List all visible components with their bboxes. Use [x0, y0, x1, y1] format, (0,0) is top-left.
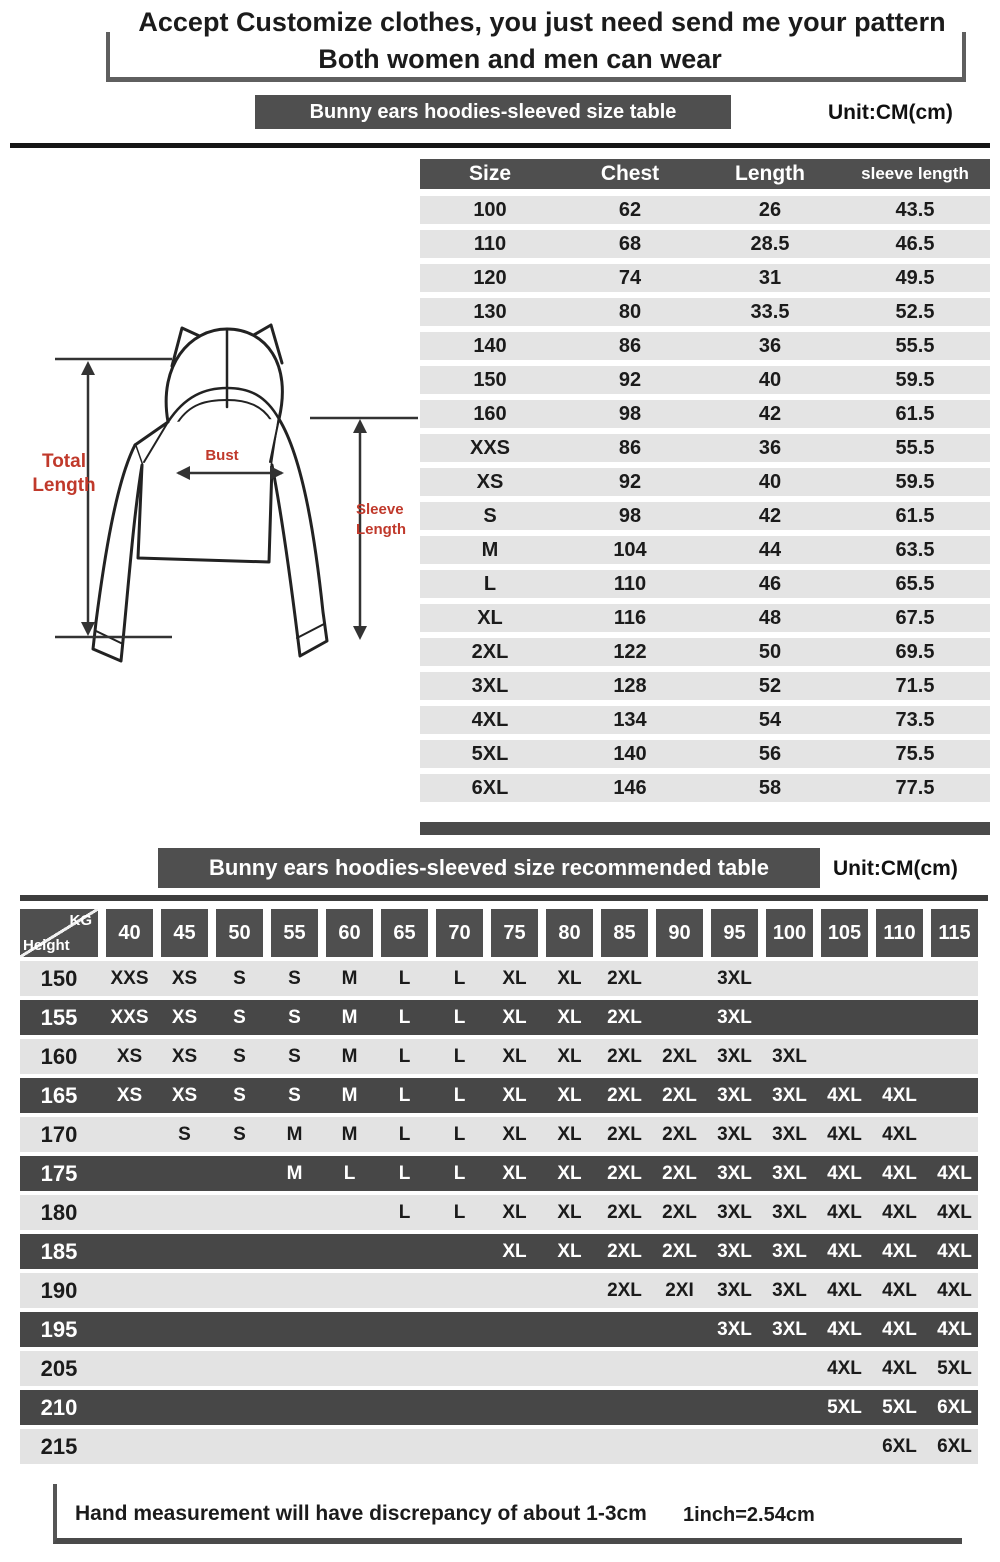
size-table-cell: 77.5 [895, 777, 935, 799]
size-table-row [420, 536, 990, 564]
row-height-value: 205 [40, 1356, 78, 1381]
inch-conversion-note: 1inch=2.54cm [683, 1504, 815, 1526]
size-recommendation-cell: S [233, 1046, 246, 1067]
size-table-row [420, 332, 990, 360]
size-recommendation-cell: 2XL [662, 1046, 697, 1067]
size-recommendation-cell: 4XL [937, 1163, 972, 1184]
height-label: Height [23, 937, 70, 954]
size-table-row [420, 604, 990, 632]
page-title-line2: Both women and men can wear [318, 44, 722, 74]
size-recommendation-cell: 4XL [827, 1241, 862, 1262]
size-recommendation-cell: 5XL [827, 1397, 862, 1418]
size-recommendation-cell: L [398, 1202, 411, 1223]
size-table-cell: 31 [758, 267, 782, 289]
size-table-cell: 43.5 [895, 199, 935, 221]
size-recommendation-cell: L [398, 1085, 411, 1106]
size-table-cell: 33.5 [750, 301, 790, 323]
size-recommendation-cell: S [288, 1046, 301, 1067]
recommended-table-row [20, 1039, 978, 1074]
kg-column-header: 50 [216, 909, 263, 957]
size-table-row [420, 774, 990, 802]
size-recommendation-cell: 4XL [882, 1280, 917, 1301]
size-table-cell: 42 [758, 505, 782, 527]
size-recommendation-cell: XL [557, 1163, 582, 1184]
size-recommendation-cell: S [288, 1007, 301, 1028]
size-table-cell: 86 [618, 437, 642, 459]
size-table-cell: 140 [613, 743, 647, 765]
size-table-cell: 46 [758, 573, 782, 595]
size-table-row [420, 230, 990, 258]
total-length-label: Total Length [32, 451, 96, 496]
size-recommendation-cell: L [398, 968, 411, 989]
size-recommendation-cell: L [398, 1007, 411, 1028]
size-table-cell: 110 [613, 573, 647, 595]
recommended-table-title-bar: Bunny ears hoodies-sleeved size recommended table [158, 848, 820, 888]
kg-column-header: 45 [161, 909, 208, 957]
size-table-cell: 28.5 [750, 233, 790, 255]
size-recommendation-cell: 4XL [882, 1241, 917, 1262]
size-recommendation-cell: 3XL [717, 1163, 752, 1184]
size-recommendation-cell: L [398, 1124, 411, 1145]
size-recommendation-cell: 2XL [607, 968, 642, 989]
size-recommendation-cell: 3XL [772, 1280, 807, 1301]
row-height-value: 150 [40, 966, 78, 991]
size-recommendation-cell: 4XL [882, 1085, 917, 1106]
size-recommendation-cell: 4XL [937, 1319, 972, 1340]
size-recommendation-cell: L [453, 1202, 466, 1223]
size-table-cell: 80 [618, 301, 642, 323]
recommended-table-row [20, 1429, 978, 1464]
size-table-cell: 2XL [471, 641, 509, 663]
size-recommendation-cell: 2XL [662, 1163, 697, 1184]
row-height-value: 165 [40, 1083, 78, 1108]
size-recommendation-cell: XL [502, 1124, 527, 1145]
size-recommendation-cell: 3XL [717, 968, 752, 989]
size-table-cell: 6XL [471, 777, 509, 799]
column-header-size: Size [468, 162, 512, 185]
recommended-table-header [20, 909, 978, 957]
size-table-cell: 44 [758, 539, 782, 561]
size-recommendation-cell: 2XI [665, 1280, 694, 1301]
size-recommendation-cell: L [343, 1163, 356, 1184]
size-recommendation-cell: 3XL [717, 1085, 752, 1106]
bust-label: Bust [205, 447, 239, 464]
size-table-cell: 59.5 [895, 471, 935, 493]
size-recommendation-cell: 2XL [607, 1280, 642, 1301]
size-table-cell: 58 [758, 777, 782, 799]
size-recommendation-cell: L [453, 1046, 466, 1067]
size-recommendation-cell: XS [171, 1046, 198, 1067]
size-table-cell: 4XL [471, 709, 509, 731]
size-table-unit-label: Unit:CM(cm) [828, 101, 953, 124]
size-table-cell: 92 [618, 471, 642, 493]
size-recommendation-cell: S [233, 1085, 246, 1106]
size-recommendation-cell: L [398, 1163, 411, 1184]
size-table-cell: 49.5 [895, 267, 935, 289]
size-recommendation-cell: 2XL [607, 1007, 642, 1028]
size-recommendation-cell: 4XL [827, 1202, 862, 1223]
size-recommendation-cell: L [398, 1046, 411, 1067]
size-recommendation-cell: S [233, 1124, 246, 1145]
kg-column-header: 90 [656, 909, 703, 957]
size-table-cell: 48 [758, 607, 782, 629]
row-height-value: 160 [40, 1044, 78, 1069]
size-recommendation-cell: XXS [110, 968, 149, 989]
size-recommendation-cell: XL [557, 1007, 582, 1028]
size-table-cell: 52.5 [895, 301, 935, 323]
size-recommendation-cell: 4XL [827, 1163, 862, 1184]
size-recommendation-cell: S [288, 968, 301, 989]
size-recommendation-cell: 5XL [882, 1397, 917, 1418]
size-table-cell: 55.5 [895, 437, 935, 459]
kg-column-header: 70 [436, 909, 483, 957]
size-recommendation-cell: M [341, 1007, 358, 1028]
kg-column-header: 85 [601, 909, 648, 957]
size-table-cell: 62 [618, 199, 642, 221]
hoodie-measurement-diagram [20, 160, 420, 830]
size-recommendation-cell: XS [171, 1085, 198, 1106]
size-table-row [420, 434, 990, 462]
size-recommendation-cell: 4XL [827, 1358, 862, 1379]
kg-column-header: 75 [491, 909, 538, 957]
row-height-value: 175 [40, 1161, 78, 1186]
size-recommendation-cell: 4XL [827, 1319, 862, 1340]
size-table-cell: 3XL [471, 675, 509, 697]
size-table-cell: 146 [613, 777, 647, 799]
size-table-cell: 68 [618, 233, 642, 255]
size-recommendation-cell: 2XL [662, 1202, 697, 1223]
size-recommendation-cell: L [453, 968, 466, 989]
row-height-value: 210 [40, 1395, 78, 1420]
size-table-cell: 92 [618, 369, 642, 391]
size-table-row [420, 298, 990, 326]
size-recommendation-cell: 4XL [882, 1163, 917, 1184]
arrowhead-total-bottom [81, 622, 95, 636]
size-recommendation-cell: 6XL [882, 1436, 917, 1457]
size-recommendation-cell: XL [502, 1007, 527, 1028]
size-table-cell: 40 [758, 471, 782, 493]
column-header-sleeve-length: sleeve length [861, 164, 969, 183]
size-table-cell: 55.5 [895, 335, 935, 357]
size-table-cell: 71.5 [895, 675, 935, 697]
size-table-cell: 110 [473, 233, 507, 255]
column-header-length: Length [735, 162, 805, 185]
sleeve-right [272, 419, 327, 656]
size-table-cell: 36 [758, 335, 782, 357]
size-recommendation-cell: 3XL [772, 1202, 807, 1223]
size-table-row [420, 366, 990, 394]
size-table-cell: 160 [473, 403, 507, 425]
recommended-size-table [20, 909, 978, 1464]
size-recommendation-cell: XL [502, 1241, 527, 1262]
row-height-value: 195 [40, 1317, 78, 1342]
size-recommendation-cell: 3XL [717, 1124, 752, 1145]
size-recommendation-cell: XL [557, 1241, 582, 1262]
size-table-cell: XS [476, 471, 504, 493]
size-recommendation-cell: 2XL [662, 1124, 697, 1145]
recommended-table-row [20, 1390, 978, 1425]
size-table-cell: 104 [613, 539, 647, 561]
size-recommendation-cell: XS [116, 1085, 143, 1106]
kg-column-header: 55 [271, 909, 318, 957]
measurement-discrepancy-note: Hand measurement will have discrepancy of about 1-3cm [75, 1502, 647, 1525]
size-recommendation-cell: XL [502, 1085, 527, 1106]
size-recommendation-cell: 4XL [882, 1358, 917, 1379]
divider-line-middle [20, 895, 988, 901]
size-recommendation-cell: 6XL [937, 1436, 972, 1457]
size-recommendation-cell: 3XL [772, 1319, 807, 1340]
size-recommendation-cell: M [341, 968, 358, 989]
size-table-row [420, 672, 990, 700]
recommended-table-row [20, 1234, 978, 1269]
size-table-cell: 69.5 [895, 641, 935, 663]
size-table-header [420, 159, 990, 189]
size-recommendation-cell: 2XL [607, 1085, 642, 1106]
size-recommendation-cell: 4XL [827, 1280, 862, 1301]
size-table-cell: 36 [758, 437, 782, 459]
size-recommendation-cell: S [233, 1007, 246, 1028]
size-table-cell: 134 [613, 709, 647, 731]
recommended-table-unit-label: Unit:CM(cm) [833, 857, 958, 880]
size-recommendation-cell: L [453, 1007, 466, 1028]
size-recommendation-cell: 5XL [937, 1358, 972, 1379]
size-table-cell: S [483, 505, 497, 527]
size-table-row [420, 468, 990, 496]
recommended-table-body [20, 961, 978, 1464]
size-recommendation-cell: 3XL [772, 1046, 807, 1067]
size-table-cell: XXS [469, 437, 511, 459]
row-height-value: 180 [40, 1200, 78, 1225]
size-recommendation-cell: XS [171, 968, 198, 989]
title-bracket-border [106, 32, 966, 82]
size-table-cell: 74 [618, 267, 642, 289]
row-height-value: 190 [40, 1278, 78, 1303]
size-table-cell: L [483, 573, 497, 595]
kg-column-header: 40 [106, 909, 153, 957]
kg-column-header: 95 [711, 909, 758, 957]
row-height-value: 170 [40, 1122, 78, 1147]
recommended-table-row [20, 1117, 978, 1152]
size-recommendation-cell: 2XL [607, 1163, 642, 1184]
size-recommendation-cell: L [453, 1085, 466, 1106]
recommended-table-row [20, 1273, 978, 1308]
page-title-line1: Accept Customize clothes, you just need send me your pattern [138, 7, 946, 37]
size-table-cell: 73.5 [895, 709, 935, 731]
size-recommendation-cell: 2XL [607, 1202, 642, 1223]
kg-column-header: 65 [381, 909, 428, 957]
kg-column-header: 80 [546, 909, 593, 957]
size-recommendation-cell: XL [502, 968, 527, 989]
size-recommendation-cell: XL [557, 1085, 582, 1106]
kg-column-header: 60 [326, 909, 373, 957]
size-table-row [420, 740, 990, 768]
size-recommendation-cell: 3XL [717, 1046, 752, 1067]
recommended-table-row [20, 1156, 978, 1191]
size-table-cell: 61.5 [895, 403, 935, 425]
size-recommendation-cell: M [286, 1124, 303, 1145]
size-recommendation-cell: XL [557, 1046, 582, 1067]
size-table-cell: 130 [473, 301, 507, 323]
size-table-row [420, 638, 990, 666]
size-recommendation-cell: 4XL [827, 1085, 862, 1106]
size-recommendation-cell: 3XL [717, 1280, 752, 1301]
size-table-cell: 98 [618, 505, 642, 527]
size-table-cell: 65.5 [895, 573, 935, 595]
size-table-cell: 61.5 [895, 505, 935, 527]
size-recommendation-cell: 3XL [772, 1163, 807, 1184]
size-table-cell: 128 [613, 675, 647, 697]
size-recommendation-cell: XL [502, 1046, 527, 1067]
size-table-cell: 100 [473, 199, 507, 221]
kg-column-header: 100 [766, 909, 813, 957]
size-recommendation-cell: 4XL [937, 1241, 972, 1262]
size-recommendation-cell: XL [557, 1202, 582, 1223]
size-table-cell: 140 [473, 335, 507, 357]
size-recommendation-cell: XS [116, 1046, 143, 1067]
size-recommendation-cell: 3XL [717, 1202, 752, 1223]
size-recommendation-cell: S [288, 1085, 301, 1106]
size-recommendation-cell: 3XL [772, 1085, 807, 1106]
size-recommendation-cell: S [233, 968, 246, 989]
size-table-cell: 67.5 [895, 607, 935, 629]
size-table-cell: 63.5 [895, 539, 935, 561]
size-recommendation-cell: 2XL [662, 1241, 697, 1262]
size-recommendation-cell: 2XL [607, 1241, 642, 1262]
size-recommendation-cell: 4XL [882, 1124, 917, 1145]
size-recommendation-cell: XL [557, 968, 582, 989]
size-table-cell: 52 [758, 675, 782, 697]
kg-column-header: 110 [876, 909, 923, 957]
size-table-cell: 98 [618, 403, 642, 425]
size-recommendation-cell: L [453, 1124, 466, 1145]
size-recommendation-cell: XL [557, 1124, 582, 1145]
kg-label: KG [69, 912, 92, 929]
size-recommendation-cell: 2XL [662, 1085, 697, 1106]
size-recommendation-cell: M [341, 1046, 358, 1067]
size-table-bottom-bar [420, 822, 990, 835]
recommended-table-row [20, 961, 978, 996]
size-table [420, 159, 990, 802]
size-table-row [420, 264, 990, 292]
recommended-table-row [20, 1312, 978, 1347]
size-recommendation-cell: 2XL [607, 1124, 642, 1145]
recommended-table-row [20, 1078, 978, 1113]
size-recommendation-cell: 4XL [937, 1280, 972, 1301]
size-table-cell: 26 [758, 199, 782, 221]
row-height-value: 185 [40, 1239, 78, 1264]
arrowhead-sleeve-top [353, 419, 367, 433]
arrowhead-total-top [81, 361, 95, 375]
column-header-chest: Chest [600, 162, 660, 185]
size-table-row [420, 400, 990, 428]
size-table-cell: 150 [473, 369, 507, 391]
recommended-table-row [20, 1195, 978, 1230]
recommended-table-row [20, 1351, 978, 1386]
size-recommendation-cell: XS [171, 1007, 198, 1028]
size-recommendation-cell: M [341, 1085, 358, 1106]
size-table-cell: 40 [758, 369, 782, 391]
size-table-body [420, 196, 990, 802]
size-table-cell: 56 [758, 743, 782, 765]
size-table-cell: 50 [758, 641, 782, 663]
size-recommendation-cell: 4XL [827, 1124, 862, 1145]
size-table-row [420, 196, 990, 224]
kg-column-header: 105 [821, 909, 868, 957]
size-recommendation-cell: M [341, 1124, 358, 1145]
size-recommendation-cell: 3XL [717, 1007, 752, 1028]
size-recommendation-cell: 4XL [882, 1202, 917, 1223]
size-recommendation-cell: S [178, 1124, 191, 1145]
size-recommendation-cell: XL [502, 1163, 527, 1184]
size-recommendation-cell: 4XL [937, 1202, 972, 1223]
size-recommendation-cell: XXS [110, 1007, 149, 1028]
size-recommendation-cell: XL [502, 1202, 527, 1223]
size-table-cell: 122 [613, 641, 647, 663]
size-recommendation-cell: M [286, 1163, 303, 1184]
size-table-cell: 54 [758, 709, 782, 731]
size-recommendation-cell: L [453, 1163, 466, 1184]
size-table-cell: 120 [473, 267, 507, 289]
size-table-title-bar: Bunny ears hoodies-sleeved size table [255, 95, 731, 129]
size-recommendation-cell: 2XL [607, 1046, 642, 1067]
size-table-cell: 42 [758, 403, 782, 425]
size-recommendation-cell: 4XL [882, 1319, 917, 1340]
size-table-row [420, 570, 990, 598]
size-recommendation-cell: 3XL [772, 1241, 807, 1262]
size-table-cell: 75.5 [895, 743, 935, 765]
size-recommendation-cell: 6XL [937, 1397, 972, 1418]
size-table-cell: 5XL [471, 743, 509, 765]
sleeve-length-label: Sleeve Length [356, 501, 406, 538]
size-table-cell: 46.5 [895, 233, 935, 255]
row-height-value: 155 [40, 1005, 78, 1030]
size-table-row [420, 706, 990, 734]
size-table-row [420, 502, 990, 530]
recommended-table-row [20, 1000, 978, 1035]
size-table-cell: 86 [618, 335, 642, 357]
size-table-cell: M [481, 539, 499, 561]
kg-column-header: 115 [931, 909, 978, 957]
size-table-cell: 59.5 [895, 369, 935, 391]
size-recommendation-cell: 3XL [772, 1124, 807, 1145]
size-table-cell: XL [477, 607, 503, 629]
size-recommendation-cell: 3XL [717, 1241, 752, 1262]
row-height-value: 215 [40, 1434, 78, 1459]
size-table-cell: 116 [613, 607, 647, 629]
kg-height-corner-cell [20, 909, 98, 957]
divider-line-top [10, 143, 990, 148]
size-recommendation-cell: 3XL [717, 1319, 752, 1340]
arrowhead-sleeve-bottom [353, 626, 367, 640]
